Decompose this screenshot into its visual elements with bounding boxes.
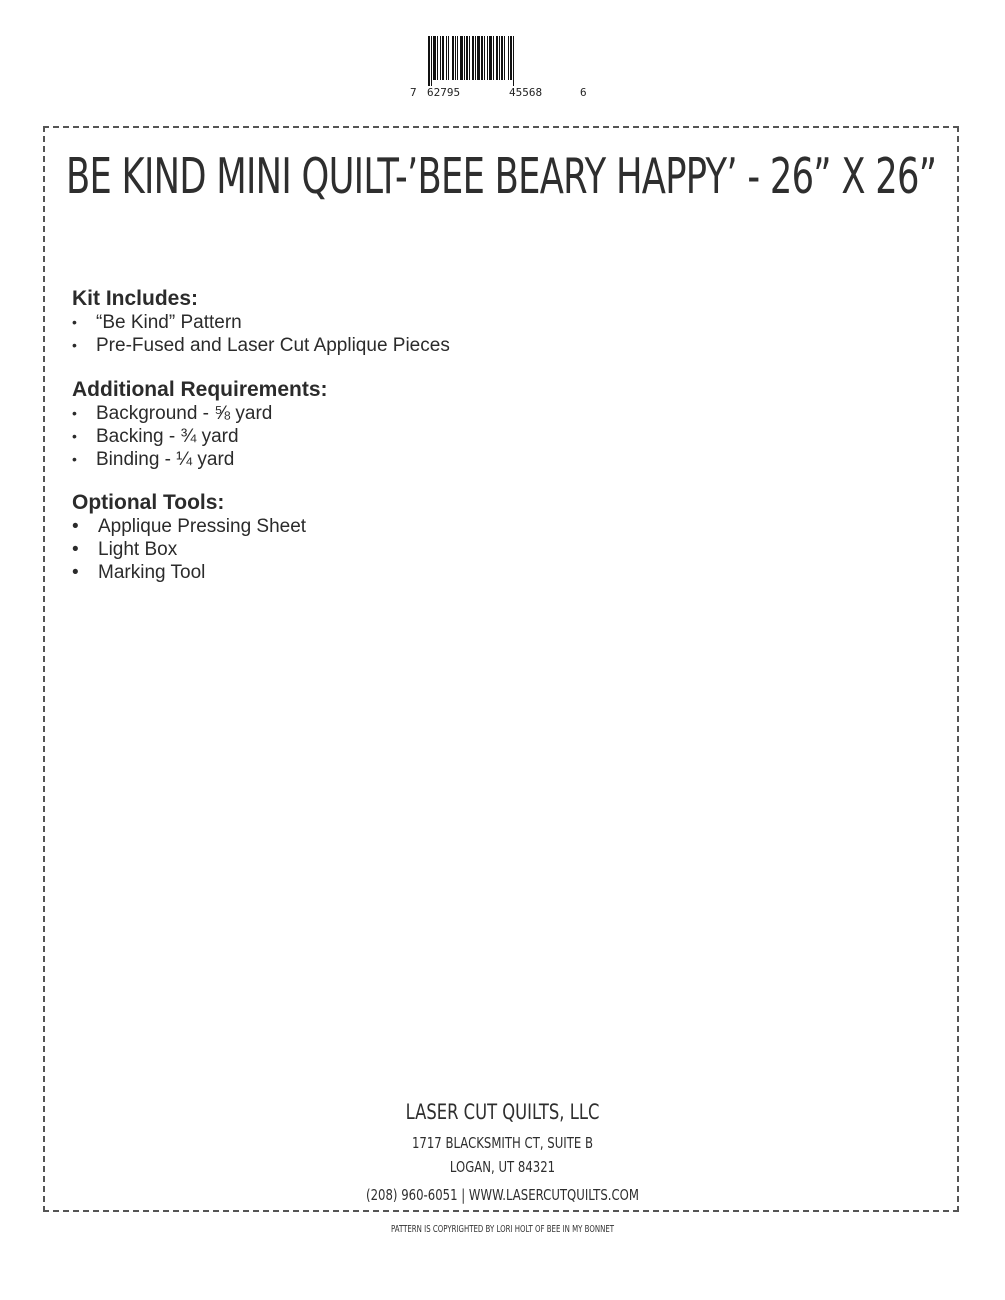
- page-title: BE KIND MINI QUILT-’BEE BEARY HAPPY’ - 26” X 26”: [66, 148, 937, 205]
- barcode-bar: [448, 36, 449, 80]
- barcode-bar: [513, 36, 514, 86]
- barcode-bar: [466, 36, 468, 80]
- barcode-bar: [499, 36, 500, 80]
- barcode-digits: [410, 86, 590, 100]
- barcode-digits-right: 45568: [509, 86, 543, 99]
- additional-requirements-heading: Additional Requirements:: [72, 378, 328, 401]
- barcode-digit-last: 6: [580, 86, 587, 99]
- barcode-bar: [496, 36, 498, 80]
- barcode-digit-first: 7: [410, 86, 417, 99]
- additional-requirements-section: [72, 378, 328, 471]
- list-item: • Background - ⅝ yard: [72, 402, 328, 425]
- address-line-1: 1717 BLACKSMITH CT, SUITE B: [411, 1134, 594, 1152]
- copyright-notice: PATTERN IS COPYRIGHTED BY LORI HOLT OF BEE IN MY BONNET: [390, 1224, 615, 1235]
- barcode-bar: [460, 36, 463, 80]
- barcode-bar: [433, 36, 436, 80]
- barcode-bar: [475, 36, 476, 80]
- list-item: • Binding - ¼ yard: [72, 448, 328, 471]
- additional-requirements-list: [72, 402, 328, 471]
- barcode-bar: [431, 36, 432, 86]
- list-item: • Applique Pressing Sheet: [72, 515, 306, 538]
- barcode-bar: [440, 36, 441, 80]
- company-name: LASER CUT QUILTS, LLC: [405, 1100, 600, 1124]
- list-item: • Pre-Fused and Laser Cut Applique Pieces: [72, 334, 450, 357]
- barcode-bar: [489, 36, 492, 80]
- list-item: • Backing - ¾ yard: [72, 425, 328, 448]
- optional-tools-section: [72, 491, 306, 584]
- barcode-bar: [481, 36, 483, 80]
- kit-includes-section: [72, 287, 450, 357]
- barcode-bar: [508, 36, 509, 80]
- list-item: • Light Box: [72, 538, 306, 561]
- barcode-digits-left: 62795: [427, 86, 461, 99]
- barcode-bar: [477, 36, 480, 80]
- contact-line: (208) 960-6051 | WWW.LASERCUTQUILTS.COM: [366, 1186, 639, 1204]
- barcode-bar: [455, 36, 456, 80]
- barcode-bars: [410, 36, 590, 86]
- barcode-bar: [457, 36, 458, 80]
- barcode: [410, 36, 590, 102]
- barcode-bar: [501, 36, 503, 80]
- barcode-bar: [452, 36, 454, 80]
- address-line-2: LOGAN, UT 84321: [449, 1158, 556, 1176]
- barcode-bar: [469, 36, 470, 80]
- barcode-bar: [493, 36, 494, 80]
- barcode-bar: [510, 36, 512, 80]
- barcode-bar: [464, 36, 465, 80]
- list-item: • “Be Kind” Pattern: [72, 311, 450, 334]
- kit-includes-list: [72, 311, 450, 357]
- barcode-bar: [446, 36, 447, 80]
- barcode-bar: [437, 36, 438, 80]
- optional-tools-heading: Optional Tools:: [72, 491, 225, 514]
- barcode-bar: [442, 36, 444, 80]
- barcode-bar: [484, 36, 485, 80]
- list-item: • Marking Tool: [72, 561, 306, 584]
- barcode-bar: [472, 36, 474, 80]
- kit-includes-heading: Kit Includes:: [72, 287, 199, 310]
- barcode-bar: [487, 36, 488, 80]
- barcode-bar: [428, 36, 430, 86]
- barcode-bar: [504, 36, 505, 80]
- optional-tools-list: [72, 515, 306, 584]
